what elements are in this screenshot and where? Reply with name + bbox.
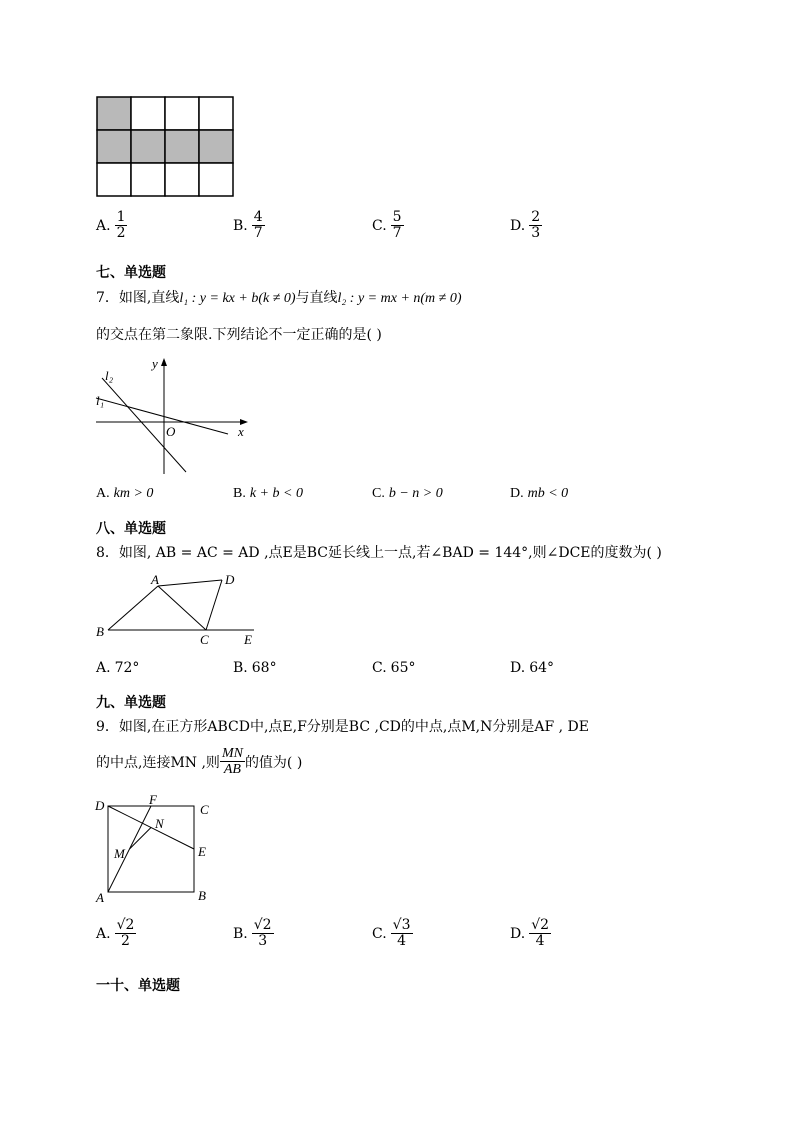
fraction-numerator: √2 [116,917,135,933]
point-e-label: E [198,844,206,859]
option-letter: A. [96,486,110,501]
option-fraction [391,918,413,950]
option-text: km > 0 [113,486,154,501]
fraction-denominator: 2 [116,225,126,242]
fraction-denominator: 7 [392,225,402,242]
option-fraction [252,918,274,950]
fraction-denominator: 4 [535,933,545,950]
q6-option-d[interactable] [510,210,542,242]
segment-ac [158,586,206,630]
option-letter: D. [510,486,524,501]
point-a-label: A [96,890,104,904]
q9-option-a[interactable] [96,918,136,950]
point-d-label: D [225,572,235,587]
q7-option-c[interactable] [372,486,443,502]
section-9-title: 九、单选题 [96,695,166,711]
q7-stem-line1 [96,287,462,307]
fraction-numerator: 2 [531,209,541,225]
grid-cell [165,97,199,130]
option-letter: A. [96,660,111,676]
section-10-title: 一十、单选题 [96,978,180,994]
q9-stem-line1: 9．如图,在正方形ABCD中,点E,F分别是BC ,CD的中点,点M,N分别是AF , DE [96,719,589,735]
point-d-label: D [95,798,105,813]
q8-option-a[interactable] [96,660,139,676]
option-fraction [529,210,542,242]
point-c-label: C [200,632,209,647]
q8-option-d[interactable] [510,660,554,676]
q9-option-b[interactable] [233,918,274,950]
q7-text-part: 与直线 [295,290,338,306]
option-letter: D. [510,217,526,234]
fraction-numerator: MN [221,746,243,761]
q9-option-c[interactable] [372,918,413,950]
q9-text-part: 的中点,连接MN ,则 [96,754,220,771]
option-letter: C. [372,660,387,676]
point-b-label: B [96,624,104,639]
q6-grid-figure [96,96,234,199]
grid-cell [165,163,199,196]
fraction-denominator: 3 [531,225,541,242]
line-l1 [96,398,228,434]
segment-mn [130,828,152,850]
option-letter: D. [510,925,526,942]
grid-cell-shaded [165,130,199,163]
option-letter: D. [510,660,526,676]
grid-cell [199,163,233,196]
section-8-title: 八、单选题 [96,521,166,537]
grid-cell [131,97,165,130]
segment-ab [108,586,158,630]
point-a-label: A [151,572,159,587]
x-axis-label: x [238,424,244,439]
option-text: k + b < 0 [249,486,303,501]
q7-option-a[interactable] [96,486,153,502]
grid-cell-shaded [97,130,131,163]
point-c-label: C [200,802,209,817]
q7-option-b[interactable] [233,486,303,502]
point-e-label: E [244,632,252,647]
option-text: 65° [390,660,416,676]
q6-option-b[interactable] [233,210,265,242]
fraction-numerator: 5 [392,209,402,225]
fraction-denominator: AB [223,762,241,778]
option-text: 72° [114,660,140,676]
option-fraction [529,918,551,950]
fraction-numerator: 1 [116,209,126,225]
grid-cell [199,97,233,130]
segment-cd [206,580,222,630]
option-fraction [252,210,265,242]
q8-option-b[interactable] [233,660,277,676]
point-f-label: F [149,792,157,807]
q9-figure [94,792,220,904]
fraction-denominator: 2 [121,933,130,950]
option-text: 64° [529,660,555,676]
grid-cell-shaded [131,130,165,163]
q7-text-part: 7．如图,直线 [96,290,180,306]
q9-stem-line2 [96,746,302,778]
q6-option-a[interactable] [96,210,127,242]
option-letter: A. [96,217,111,234]
option-letter: B. [233,486,246,501]
q9-option-d[interactable] [510,918,551,950]
l2-label: l₂ [105,368,114,383]
option-letter: B. [233,217,248,234]
q9-fraction [220,746,245,778]
option-letter: A. [96,925,111,942]
option-text: mb < 0 [527,486,569,501]
q7-l1-equation: l₁ : y = kx + b(k ≠ 0) [179,291,296,306]
y-axis-arrow-icon [161,358,167,366]
section-7-title: 七、单选题 [96,265,166,281]
option-fraction [115,210,128,242]
point-b-label: B [198,888,206,903]
q7-l2-equation: l₂ : y = mx + n(m ≠ 0) [337,291,462,306]
grid-cell-shaded [97,97,131,130]
origin-label: O [166,424,176,439]
q8-stem: 8．如图, AB = AC = AD ,点E是BC延长线上一点,若∠BAD = 144°,则∠DCE的度数为( ) [96,545,662,561]
grid-cell [97,163,131,196]
option-text: b − n > 0 [388,486,443,501]
fraction-numerator: 4 [253,209,263,225]
q7-stem-line2: 的交点在第二象限.下列结论不一定正确的是( ) [96,327,382,343]
point-n-label: N [155,816,164,831]
grid-cell [131,163,165,196]
fraction-denominator: 3 [258,933,268,950]
q7-option-d[interactable] [510,486,568,502]
q6-option-c[interactable] [372,210,404,242]
option-fraction [115,918,137,950]
fraction-numerator: √2 [253,917,272,933]
q8-figure [94,568,260,650]
fraction-denominator: 4 [397,933,407,950]
q7-figure [94,354,254,478]
option-letter: C. [372,217,387,234]
option-letter: B. [233,925,248,942]
y-axis-label: y [152,356,158,371]
fraction-denominator: 7 [253,225,263,242]
option-text: 68° [251,660,277,676]
l1-label: l₁ [96,393,105,408]
fraction-numerator: √2 [531,917,550,933]
point-m-label: M [114,846,125,861]
segment-ad [158,580,222,586]
grid-cell-shaded [199,130,233,163]
q8-option-c[interactable] [372,660,416,676]
option-letter: C. [372,486,385,501]
fraction-numerator: √3 [392,917,411,933]
option-letter: C. [372,925,387,942]
option-fraction [391,210,404,242]
option-letter: B. [233,660,248,676]
q9-text-part: 的值为( ) [244,754,303,771]
